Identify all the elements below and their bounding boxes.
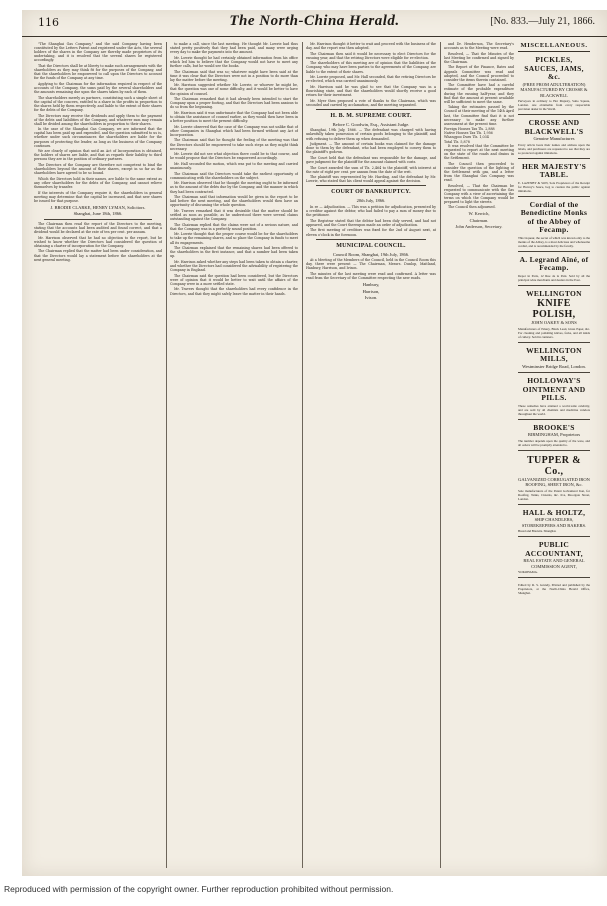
ad-body: E. LAZENBY & SON, Sole Proprietors of the Receipt for Harvey's Sauce, beg to caution the public against imitations. <box>518 180 590 193</box>
ad-subline: GALVANIZED CORRUGATED IRON ROOFING, SHEET IRON, &c. <box>518 476 590 487</box>
paragraph: The Committee have had a careful estimate of the probable expenditure during the ensuing half-year, and they find that the amount at present available will be sufficient to meet the same. <box>444 83 514 104</box>
paragraph: Mr. Harrison said it was unfortunate that the Company had not been able to obtain the assistance of counsel earlier, as they would then have been in a better position to meet the present difficulty. <box>170 110 298 124</box>
ad-brooke <box>518 422 590 451</box>
paragraph: Mr. Harrison asked whether any steps had been taken to obtain a charter, and whether the Directors had considered the advisability of registering the Company in England. <box>170 259 298 273</box>
paragraph: Resolved, — That the Chairman be requested to communicate with the Gas Company with a view of ascertaining the terms on which the Company would be prepared to light the streets. <box>444 183 514 204</box>
signoff-title: Chairman. <box>469 217 489 223</box>
table-label: Total <box>444 139 453 144</box>
ad-headline: WELLINGTON <box>526 288 582 298</box>
ad-subline: (FREE FROM ADULTERATION) MANUFACTURED BY CROSSE & BLACKWELL <box>520 81 588 98</box>
copyright-footer: Reproduced with permission of the copyright owner. Further reproduction prohibited without permission. <box>4 884 394 894</box>
paragraph: The Report of the Finance, Rates and Appeals Committee was read and adopted, and the Council proceeded to consider the items therein contained. <box>444 65 514 82</box>
rates-table <box>444 127 514 143</box>
column-2 <box>170 42 298 868</box>
ad-headline: Cordial of the Benedictine Monks of the Abbey of Fecamp. <box>520 199 588 234</box>
ad-headline: HALL & HOLTZ, <box>522 507 586 517</box>
ad-hall-holtz <box>518 507 590 538</box>
divider <box>316 185 426 186</box>
court-subheading: Before C. Goodwin, Esq., Assistant Judge. <box>332 121 410 127</box>
ad-crosse-blackwell <box>518 117 590 159</box>
column-rule <box>166 42 167 868</box>
paragraph: Mr. Myer then proposed a vote of thanks to the Chairman, which was seconded and carried by acclamation, and the meeting separated. <box>306 98 436 107</box>
newspaper-title: The North-China Herald. <box>229 13 400 29</box>
member-name: Ivison. <box>364 295 378 301</box>
paragraph: The shareholders merely as partners, constituting such a simple sheet of the capital of the concern, entitled to a share in the profits in proportion to the shares held by them respectively, and liable to the extent of their shares for the debts of the Company. <box>34 95 162 112</box>
paragraph: to make a call, since the last meeting. He thought Mr. Lowrie had thus stated pretty positively that they had been paid, and many were urging every day to make the payments into the amount. <box>170 42 298 55</box>
table-value: Tls. 1,034 <box>472 135 489 140</box>
issue-number: [No. 833.—July 21, 1866. <box>490 16 595 27</box>
ad-body: Purveyors in ordinary to Her Majesty, Soho Square, London. Are obtainable from every respectable provision dealer in the World. <box>518 99 590 111</box>
paragraph: Mr. Lowrie thought that the proper course would be for the shareholders to take up the remaining shares, and so place the Company in funds to meet all its engagements. <box>170 232 298 245</box>
paragraph: The Chairman said the Directors would take the earliest opportunity of communicating with the shareholders on the subject. <box>170 171 298 180</box>
paragraph: Mr. Harrison thought it better to wait and proceed with the business of the day, and the report was then adopted. <box>306 42 436 51</box>
ad-subline: Genuine Manufactures <box>533 136 575 141</box>
bankruptcy-paragraphs <box>306 205 436 237</box>
ad-tupper <box>518 453 590 505</box>
paragraph: At a Meeting of the Members of the Council, held in the Council Room this day, there were present — The Chairman, Messrs. Dunlop, Maitland, Hanbury, Harrison, and Ivison. <box>306 258 436 271</box>
column-rule <box>440 42 441 868</box>
ad-headline: BROOKE'S <box>533 422 575 432</box>
ad-headline: WELLINGTON MILLS, <box>526 345 582 363</box>
signature-place-date: Shanghai, June 18th, 1866. <box>73 211 123 217</box>
ad-subline: JOHN OAKEY & SONS <box>531 320 577 325</box>
paragraph: Mr. Harrison observed that he thought the meeting ought to be informed as to the amount of the debts due by the Company, and the manner in which they had been contracted. <box>170 181 298 194</box>
paragraph: Taking the estimates passed by the Council at their meeting of the 14th April last, the Committee find that it is not necessary to make any further assessment at the present time. <box>444 105 514 126</box>
ad-accountant <box>518 539 590 578</box>
ad-body: This Liqueur, the secret of which was known only to the monks of the Abbey, is a most delicious and wholesome cordial, and is recommended by the faculty. <box>518 235 590 248</box>
paragraph: The Court awarded the sum of Tls. 2,464 to the plaintiff, with interest at the rate of eight per cent. per annum from the date of the writ. <box>306 165 436 174</box>
ad-body: Manufacturers of Emery, Black Lead, Glass Paper, &c. For cleaning and polishing knives, forks, and all kinds of cutlery. Sold in canisters. <box>518 326 590 339</box>
paragraph: The Directors may receive the dividends and apply them to the payment of the debts and liabilities of the Company, and whatever sum may remain shall be divided among the shareholders in proportion to their shares. <box>34 113 162 126</box>
divider <box>44 219 152 220</box>
col3-paragraphs <box>306 42 436 107</box>
miscellaneous-heading: MISCELLANEOUS. <box>518 42 590 52</box>
divider <box>316 109 426 110</box>
paragraph: Mr. Lowrie proposed, and Mr. Hall seconded, that the retiring Directors be re-elected, which was carried unanimously. <box>306 75 436 84</box>
paragraph: That the Directors shall be at liberty to make such arrangements with the shareholders as they may think fit for the purposes of the Company, and that the shareholders be empowered to call upon the Directors to account for the funds of the Company at any time. <box>34 63 162 81</box>
ad-subline: SHIP CHANDLERS, STOREKEEPERS AND BAKERS. <box>521 517 587 528</box>
municipal-subheading: Council Room, Shanghai, 19th July, 1866. <box>332 251 410 257</box>
municipal-paragraphs <box>306 258 436 280</box>
paragraph: The shareholders of this meeting are of opinion that the liabilities of the Company, who may have been parties to the agreements of the Company, are liable to the extent of their shares. <box>306 61 436 74</box>
paragraph: The Chairman replied that the matter had been under consideration, and that the Directors would lay a statement before the shareholders at the next general meeting. <box>34 249 162 262</box>
table-value: Tls. 5,878 <box>453 139 470 144</box>
ad-big-headline: TUPPER & Co., <box>526 454 582 477</box>
column-3 <box>306 42 436 868</box>
ad-body: YOKOHAMA. <box>518 570 538 574</box>
paragraph: We are clearly of opinion that until an Act of Incorporation is obtained, the holders of shares are liable, and that as regards their liability to third persons they are in the position of ordinary partners. <box>34 149 162 162</box>
column-1 <box>34 42 162 868</box>
table-label: Native Houses Tax <box>444 131 476 136</box>
paragraph: The Chairman remarked that it had already been intended to start the Company upon a proper footing, and that the Directors had been anxious to do so from the beginning. <box>170 97 298 110</box>
paragraph: The Chairman said that information would be given in the report to be laid before the next meeting, and the shareholders would then have an opportunity of discussing the whole question. <box>170 195 298 208</box>
paragraph: Mr. Harrison said he was glad to see that the Company was in a flourishing state, and that the shareholders would shortly receive a good return for their investment. <box>306 84 436 98</box>
ad-headline: HOLLOWAY'S OINTMENT AND PILLS. <box>522 376 586 402</box>
paragraph: Applying to the Chairman for the information required in respect of the accounts of the Company, the sums paid by the several shareholders and the amounts remaining due upon the shares taken by each of them. <box>34 81 162 95</box>
paragraph: The minutes of the last meeting were read and confirmed. A letter was read from the Secretary of the Committee respecting the new roads. <box>306 271 436 280</box>
table-value: Tls. 2,888 <box>478 127 495 132</box>
ad-cordial <box>518 199 590 252</box>
ad-headline: CROSSE AND BLACKWELL'S <box>524 118 584 136</box>
ad-legrand <box>518 254 590 286</box>
paragraph: Mr. Harrison observed that he had no objection to the report, but he wished to know whether the Directors had considered the question of obtaining a charter of incorporation for the Company. <box>34 235 162 248</box>
page-number: 116 <box>38 16 59 29</box>
paragraph: "The Shanghai Gas Company," and the said Company having been constituted by the Letters Patent and registered under the Acts, the several holders of the shares in the Company are thereby made proprietors of its undertaking, and it is resolved that the several shares be registered accordingly. <box>34 42 162 63</box>
ad-holloway <box>518 375 590 420</box>
ad-subline: REAL ESTATE AND GENERAL COMMISSION AGENT, <box>523 558 585 569</box>
masthead <box>22 10 607 37</box>
column-rule <box>302 42 303 868</box>
court-heading: H. B. M. SUPREME COURT. <box>330 112 412 119</box>
paragraph: The plaintiff was represented by Mr. Harding, and the defendant by Mr. Lowrie, who stated that his client would appeal against the decision. <box>306 175 436 184</box>
paragraph: Mr. Hall seconded the motion, which was put to the meeting and carried unanimously. <box>170 161 298 171</box>
ad-wellington-mills <box>518 345 590 374</box>
paragraph: Mr. Lowrie thought he had certainly obtained information from his office which led him to believe that the Company would not have to meet any further calls, but he would see the books. <box>170 55 298 68</box>
paragraph: In re — Adjudication. — This was a petition for adjudication, presented by a creditor against the debtor, who had failed to pay a sum of money due to the petitioner. <box>306 204 436 218</box>
ad-body: The number depends upon the quality of the ware, and all orders will be promptly attended to. <box>518 438 590 447</box>
ad-knife-polish <box>518 288 590 343</box>
paragraph: Resolved, — That the Minutes of the last Meeting be confirmed and signed by the Chairman. <box>444 51 514 64</box>
paragraph: The Chairman explained that the remaining shares had been offered to the shareholders in the first instance, and that a number had been taken up. <box>170 246 298 259</box>
paragraph: The Directors of the Company are therefore not competent to bind the shareholders beyond the amount of their shares, except in so far as the shareholders have agreed to be so bound. <box>34 163 162 176</box>
paragraph: The Chairman replied that the claims were not of a serious nature, and that the Company was in a perfectly sound position. <box>170 222 298 231</box>
paragraph: The first meeting of creditors was fixed for the 2nd of August next, at eleven o'clock in the forenoon. <box>306 228 436 237</box>
ad-imprint <box>518 580 590 598</box>
bankruptcy-subheading: 20th July, 1866. <box>356 198 386 204</box>
paragraph: Judgment. — The amount of certain books was claimed for the damage done to them by the defendant, who had been employed to convey them to the plaintiff's godown. <box>306 142 436 155</box>
ad-headline: A. Legrand Aîné, of Fecamp. <box>519 254 589 272</box>
member-name: Hanbury, <box>362 282 380 288</box>
paragraph: Mr. Lowrie did not see what objection there could be to that course, and he would propose that the Directors be empowered accordingly. <box>170 152 298 161</box>
paragraph: The Chairman said that was so; whatever might have been said at the time it was clear that the Directors were not in a position to do more than lay the matter before the meeting. <box>170 69 298 82</box>
paragraph: The Council then adjourned. <box>448 205 496 210</box>
ad-headline: HER MAJESTY'S TABLE. <box>521 161 587 179</box>
paragraph: and Dr. Henderson, The Secretary's accounts as to the Meeting were read. <box>444 42 514 51</box>
ad-big-headline: KNIFE POLISH, <box>532 298 576 320</box>
col2-paragraphs <box>170 42 298 296</box>
signoff-secretary: John Anderson, Secretary. <box>455 224 503 230</box>
paragraph: The Court held that the defendant was responsible for the damage, and gave judgment for the plaintiff for the amount claimed with costs. <box>306 155 436 164</box>
imprint-text: Edited by R. S. Grundy, Printed and published by the Proprietors, at the North-China Herald Office, Shanghai. <box>518 583 590 595</box>
paragraph: Mr. Travers remarked that it was desirable that the matter should be settled as soon as possible, as he understood there were several claims outstanding against the Company. <box>170 208 298 222</box>
paragraph: If the interests of the Company require it, the shareholders in general meeting may determine that the capital be increased, and that new shares be issued for that purpose. <box>34 190 162 203</box>
paragraph: It was resolved that the Committee be requested to report at the next meeting on the state of the roads and drains in the Settlement. <box>444 143 514 160</box>
divider <box>316 239 426 240</box>
table-label: Whangpoo Dues <box>444 135 472 140</box>
newspaper-page <box>22 10 607 876</box>
ad-body: These remedies have attained a world-wide celebrity, and are sold by all chemists and medicine vendors throughout the world. <box>518 403 590 416</box>
paragraph: The Registrar stated that the debtor had been duly served, and had not appeared, and the Court thereupon made an order of adjudication. <box>306 218 436 227</box>
ad-pickles <box>518 54 590 115</box>
paragraph: Mr. Travers thought that the shareholders had every confidence in the Directors, and that they might safely leave the matter in their hands. <box>170 287 298 296</box>
paragraph: The Chairman then said it would be necessary to elect Directors for the ensuing year, and that the retiring Directors were eligible for re-election. <box>306 51 436 60</box>
col1-paragraphs <box>34 42 162 203</box>
paragraph: Which the Directors hold in their names, are liable to the same extent as any other shareholders for the debts of the Company, and cannot relieve themselves by transfer. <box>34 176 162 189</box>
ad-body: Depot in Paris, 12 Rue de la Paix. Sold by all the principal wine merchants and dealers in the East. <box>518 273 590 282</box>
ad-body: Bread and Biscuits. Shanghai. <box>518 529 557 533</box>
signoff-name: W. Kerrich, <box>468 211 490 217</box>
column-4 <box>444 42 590 868</box>
table-label: Foreign Houses Tax <box>444 127 478 132</box>
ad-body: Every article bears their names and address upon the labels, and purchasers are requested to see that they are so protected against imitations. <box>518 142 590 155</box>
ad-body: Sole manufacturers of the Patent Galvanized Iron, for Roofing, Tanks, Cisterns, &c. 61a, Moorgate Street, London. <box>518 488 590 501</box>
paragraph: The Chairman said the question had been considered, but the Directors were of opinion that it would be better to wait until the affairs of the Company were in a more settled state. <box>170 273 298 286</box>
advertisements <box>518 42 590 600</box>
paragraph: Shanghai, 19th July, 1866. — The defendant was charged with having unlawfully taken possession of certain goods belonging to the plaintiff, and with refusing to deliver them up when demanded. <box>306 128 436 141</box>
paragraph: The Chairman said that he thought the feeling of the meeting was that the Directors should be empowered to take such steps as they might think necessary. <box>170 138 298 151</box>
table-value: Tls. 1,956 <box>476 131 493 136</box>
paragraph: The Chairman then read the report of the Directors to the meeting, stating that the accounts had been audited and found correct, and that a dividend would be declared at the rate of ten per cent. per annum. <box>34 221 162 235</box>
ad-headline: PICKLES, SAUCES, JAMS, &c. <box>524 55 584 81</box>
paragraph: Mr. Lowrie observed that the case of the Company was not unlike that of other Companies in Shanghai which had been formed without any Act of Incorporation. <box>170 124 298 137</box>
council-paragraphs <box>444 42 514 231</box>
member-name: Harrison, <box>362 288 380 294</box>
ad-subline: Westminster Bridge Road, London. <box>522 363 586 369</box>
bankruptcy-heading: COURT OF BANKRUPTCY. <box>331 189 411 196</box>
col1-paragraphs-after <box>34 222 162 262</box>
signature-names: J. BRODIE CLARKE, HENRY LYMAN, Solicitors. <box>50 204 146 210</box>
paragraph: The Council then proceeded to consider the question of the lighting of the Settlement with gas, and a letter from the Shanghai Gas Company was read. <box>444 161 514 182</box>
paragraph: Mr. Harrison suggested whether Mr. Lowrie, or whoever he might be, that the question was one of some difficulty, and it would be better to have the opinion of counsel. <box>170 83 298 96</box>
ad-headline: PUBLIC ACCOUNTANT, <box>525 540 583 558</box>
paragraph: In the case of the Shanghai Gas Company, we are informed that the capital has been paid up and expended, and the question submitted to us is, whether under such circumstances the shareholders are liable for the purposes of protecting the lender, as long as the business of the Company continues. <box>34 127 162 148</box>
municipal-heading: MUNICIPAL COUNCIL. <box>336 242 406 249</box>
ad-subline: BIRMINGHAM, Proprietors <box>527 432 581 437</box>
ad-majesty-table <box>518 161 590 197</box>
court-paragraphs <box>306 128 436 183</box>
